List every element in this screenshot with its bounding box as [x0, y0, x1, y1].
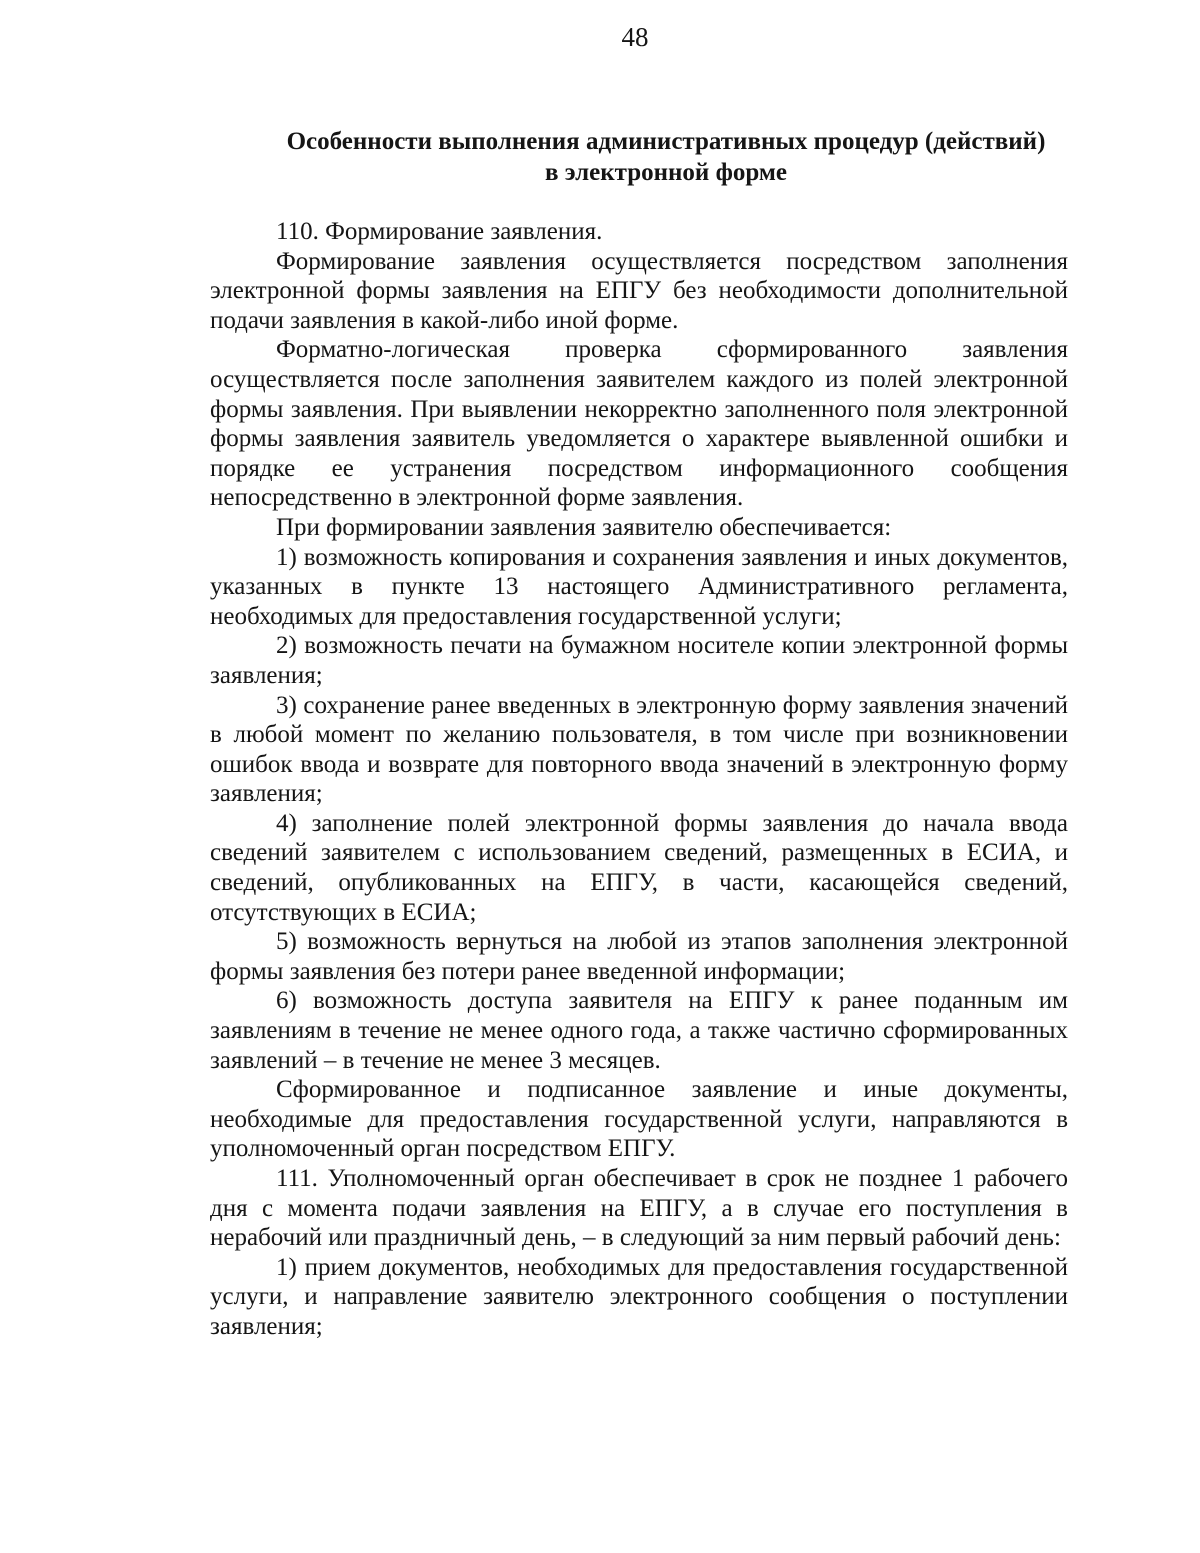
paragraph-110-title: 110. Формирование заявления.: [276, 218, 603, 245]
paragraph-submission: Сформированное и подписанное заявление и иные документы, необходимые для предоставления государственной услуги, направляются в уполномоченный орган посредством ЕПГУ.: [210, 1076, 1068, 1163]
section-heading: [210, 126, 1122, 188]
list-item-1: 1) возможность копирования и сохранения заявления и иных документов, указанных в пункте 13 настоящего Административного регламента, необходимых для предоставления государственной услуги;: [210, 543, 1068, 630]
paragraph-provisions-intro: При формировании заявления заявителю обеспечивается:: [276, 513, 892, 541]
section-heading-line-2: в электронной форме: [544, 159, 788, 186]
document-body: [210, 217, 1068, 1342]
paragraph-111: 111. Уполномоченный орган обеспечивает в срок не позднее 1 рабочего дня с момента подачи заявления на ЕПГУ, а в случае его поступления в нерабочий или праздничный день, – в следующий за ним первый рабочий день:: [210, 1165, 1068, 1252]
list-item-6: 6) возможность доступа заявителя на ЕПГУ к ранее поданным им заявлениям в течение не менее одного года, а также частично сформированных заявлений – в течение не менее 3 месяцев.: [210, 987, 1068, 1074]
paragraph-format-check: Форматно-логическая проверка сформированного заявления осуществляется после заполнения заявителем каждого из полей электронной формы заявления. При выявлении некорректно заполненного поля электронной формы заявления заявитель уведомляется о характере выявленной ошибки и порядке ее устранения посредством информационного сообщения непосредственно в электронной форме заявления.: [210, 336, 1068, 512]
list-item-5: 5) возможность вернуться на любой из этапов заполнения электронной формы заявления без потери ранее введенной информации;: [210, 928, 1068, 985]
list-item-4: 4) заполнение полей электронной формы заявления до начала ввода сведений заявителем с использованием сведений, размещенных в ЕСИА, и сведений, опубликованных на ЕПГУ, в части, касающейся сведений, отсутствующих в ЕСИА;: [210, 809, 1068, 926]
section-heading-line-1: Особенности выполнения административных процедур (действий): [286, 128, 1046, 155]
list-item-3: 3) сохранение ранее введенных в электронную форму заявления значений в любой момент по желанию пользователя, в том числе при возникновении ошибок ввода и возврате для повторного ввода значений в электронную форму заявления;: [210, 691, 1068, 808]
page-number: 48: [621, 22, 649, 52]
list-item-2: 2) возможность печати на бумажном носителе копии электронной формы заявления;: [210, 632, 1068, 689]
list-item-111-1: 1) прием документов, необходимых для предоставления государственной услуги, и направление заявителю электронного сообщения о поступлении заявления;: [210, 1253, 1068, 1340]
paragraph-form-creation: Формирование заявления осуществляется посредством заполнения электронной формы заявления на ЕПГУ без необходимости дополнительной подачи заявления в какой-либо иной форме.: [210, 247, 1068, 334]
